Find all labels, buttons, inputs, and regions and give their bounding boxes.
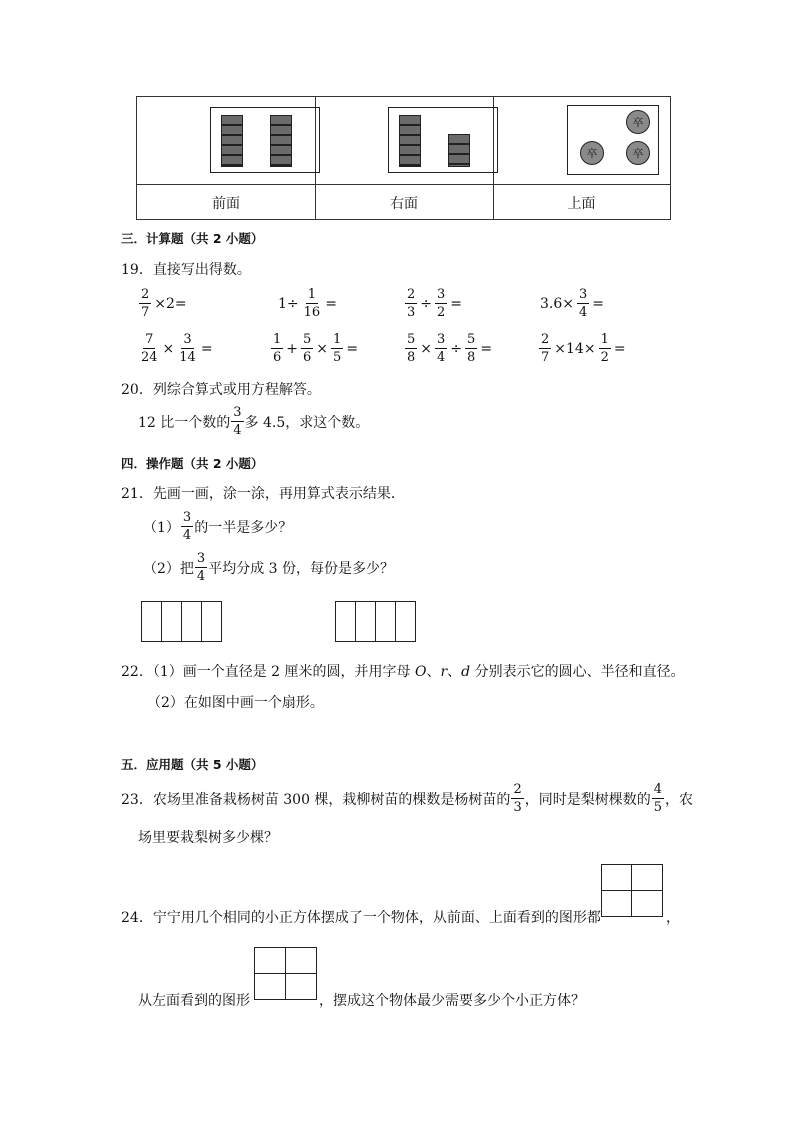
- q20-title: 20．列综合算式或用方程解答。: [121, 382, 321, 398]
- q22-line2: （2）在如图中画一个扇形。: [147, 695, 324, 711]
- right-view-figure: [388, 107, 498, 173]
- section5-heading: 五．应用题（共 5 小题）: [121, 757, 264, 772]
- top-view-figure: [567, 105, 659, 175]
- chess-piece-icon: 卒: [626, 110, 650, 134]
- q21-part1: （1） $\frac{3}{4}$ 的一半是多少？: [143, 510, 293, 543]
- q19-expr-8: $\frac{2}{7}$ ×14× $\frac{1}{2}$ =: [541, 332, 626, 365]
- q19-expr-4: 3.6× $\frac{3}{4}$ =: [540, 287, 605, 320]
- q19-expr-2: 1÷ $\frac{1}{16}$ =: [278, 287, 337, 320]
- cube-stack: [270, 115, 292, 167]
- q24-line1: 24．宁宁用几个相同的小正方体摆成了一个物体，从前面、上面看到的图形都: [121, 910, 601, 926]
- right-label: 右面: [390, 196, 418, 212]
- view-figure-left: [254, 947, 317, 1000]
- q19-expr-3: $\frac{2}{3}$ ÷ $\frac{3}{2}$ =: [407, 287, 463, 320]
- q24-line2-post: ，摆成这个物体最少需要多少个小正方体？: [319, 993, 585, 1009]
- fraction-bar-1: [141, 601, 222, 642]
- q19-expr-1: $\frac{2}{7}$ ×2=: [141, 287, 187, 320]
- chess-piece-icon: 卒: [580, 141, 604, 165]
- cube-stack: [448, 134, 470, 167]
- q19-expr-6: $\frac{1}{6}$ + $\frac{5}{6}$ × $\frac{1}{5}$ =: [273, 332, 359, 365]
- section4-heading: 四．操作题（共 2 小题）: [121, 456, 264, 471]
- q24-line1-end: ，: [666, 910, 680, 926]
- q20-body: 12 比一个数的 $\frac{3}{4}$ 多 4.5，求这个数。: [138, 405, 370, 438]
- q19-expr-7: $\frac{5}{8}$ × $\frac{3}{4}$ ÷ $\frac{5}{8}$ =: [407, 332, 493, 365]
- q19-expr-5: $\frac{7}{24}$ × $\frac{3}{14}$ =: [141, 332, 213, 365]
- cube-stack: [221, 115, 243, 167]
- fraction-bar-2: [335, 601, 416, 642]
- q21-part2: （2）把 $\frac{3}{4}$ 平均分成 3 份，每份是多少？: [143, 551, 395, 584]
- q21-title: 21．先画一画，涂一涂，再用算式表示结果．: [121, 486, 405, 502]
- front-label: 前面: [212, 196, 240, 212]
- cube-stack: [399, 115, 421, 167]
- q19-title: 19．直接写出得数。: [121, 262, 251, 278]
- section3-heading: 三．计算题（共 2 小题）: [121, 231, 264, 246]
- front-view-figure: [210, 107, 320, 173]
- top-label: 上面: [567, 196, 596, 212]
- chess-piece-icon: 卒: [626, 141, 650, 165]
- q24-line2-pre: 从左面看到的图形: [138, 993, 250, 1009]
- view-figure-front-top: [601, 864, 663, 917]
- views-table: [136, 96, 671, 220]
- q22-line1: 22．（1）画一个直径是 2 厘米的圆，并用字母 O、r、d 分别表示它的圆心、半径和直径。: [121, 664, 685, 680]
- q23-line1: 23．农场里准备栽杨树苗 300 棵，栽柳树苗的棵数是杨树苗的 $\frac{2}{3}$ ，同时是梨树棵数的 $\frac{4}{5}$ ，农: [121, 782, 693, 815]
- q23-line2: 场里要栽梨树多少棵？: [138, 830, 278, 846]
